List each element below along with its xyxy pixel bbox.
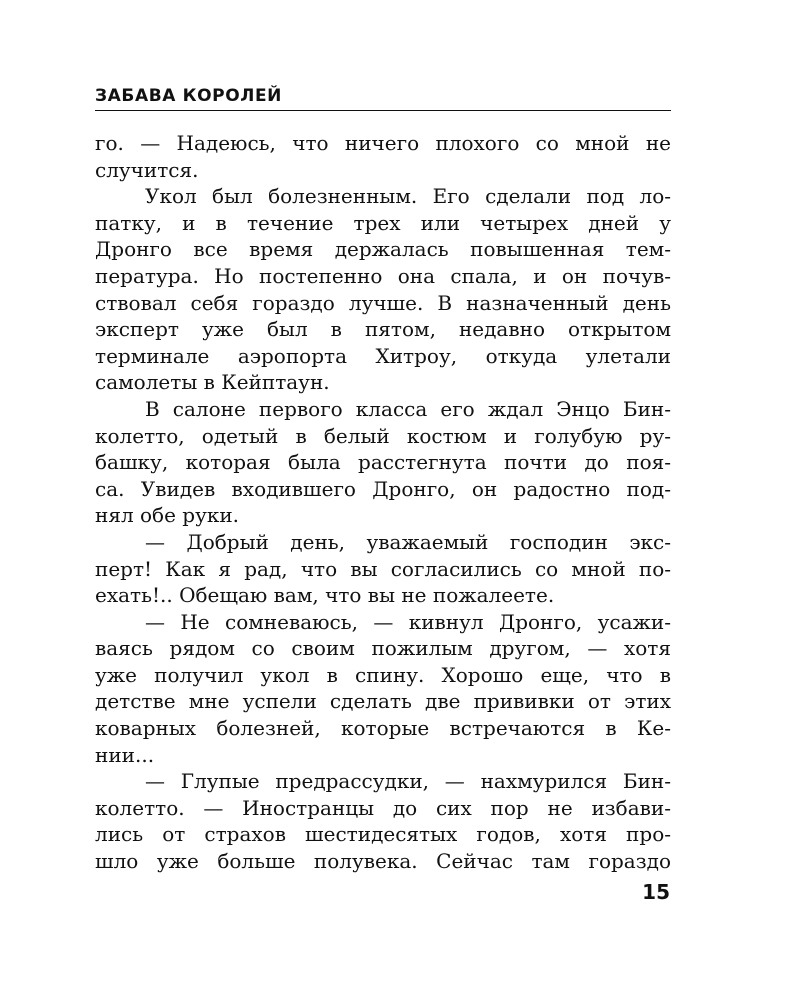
text-line: — Не сомневаюсь, — кивнул Дронго, усажи- bbox=[145, 609, 671, 634]
text-line: перт! Как я рад, что вы согласились со мной по- bbox=[95, 556, 671, 581]
text-line: самолеты в Кейптаун. bbox=[95, 370, 330, 395]
text-line: ствовал себя гораздо лучше. В назначенный день bbox=[95, 290, 671, 315]
text-line: нял обе руки. bbox=[95, 503, 240, 528]
text-line: патку, и в течение трех или четырех дней у bbox=[95, 210, 671, 235]
text-line: детстве мне успели сделать две прививки от этих bbox=[95, 689, 671, 714]
text-line: колетто, одетый в белый костюм и голубую ру- bbox=[95, 423, 671, 448]
running-title: ЗАБАВА КОРОЛЕЙ bbox=[95, 86, 282, 106]
text-line: терминале аэропорта Хитроу, откуда улетали bbox=[95, 343, 671, 368]
text-line: нии... bbox=[95, 742, 155, 767]
text-line: ехать!.. Обещаю вам, что вы не пожалеете. bbox=[95, 583, 555, 608]
text-line: шло уже больше полувека. Сейчас там гораздо bbox=[95, 849, 671, 874]
text-line: го. — Надеюсь, что ничего плохого со мной не bbox=[95, 131, 671, 155]
text-line: уже получил укол в спину. Хорошо еще, что в bbox=[95, 662, 671, 687]
text-line: — Добрый день, уважаемый господин экс- bbox=[145, 529, 671, 554]
header-rule bbox=[95, 110, 671, 111]
text-line: колетто. — Иностранцы до сих пор не избави- bbox=[95, 795, 671, 820]
text-line: Дронго все время держалась повышенная тем- bbox=[95, 237, 671, 262]
text-line: ваясь рядом со своим пожилым другом, — хотя bbox=[95, 636, 671, 661]
text-line: коварных болезней, которые встречаются в Ке- bbox=[95, 716, 671, 741]
text-line: лись от страхов шестидесятых годов, хотя про- bbox=[95, 822, 671, 847]
body-text bbox=[95, 130, 671, 875]
text-line: случится. bbox=[95, 157, 199, 182]
text-line: В салоне первого класса его ждал Энцо Бин- bbox=[145, 396, 671, 421]
page-number: 15 bbox=[642, 880, 670, 904]
text-line: пература. Но постепенно она спала, и он почув- bbox=[95, 263, 671, 288]
text-line: Укол был болезненным. Его сделали под ло- bbox=[145, 184, 671, 209]
text-line: са. Увидев входившего Дронго, он радостно под- bbox=[95, 476, 671, 501]
text-line: эксперт уже был в пятом, недавно открытом bbox=[95, 317, 671, 342]
text-line: — Глупые предрассудки, — нахмурился Бин- bbox=[145, 769, 671, 794]
text-line: башку, которая была расстегнута почти до поя- bbox=[95, 450, 671, 475]
